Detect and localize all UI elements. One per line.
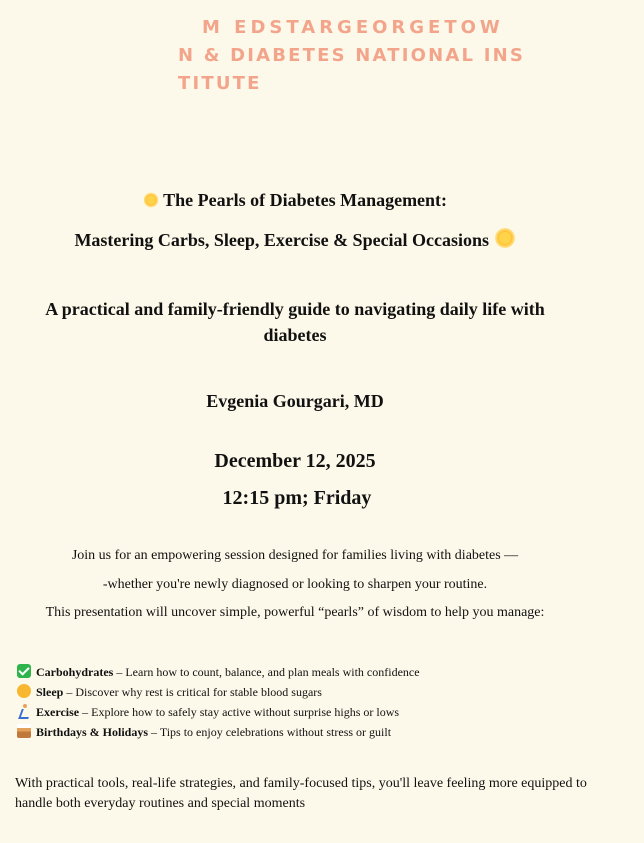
org-line-1: M EDSTARGEORGETOW	[202, 17, 504, 38]
list-item	[17, 722, 627, 742]
topic-desc: – Explore how to safely stay active without surprise highs or lows	[79, 705, 400, 719]
title-line-2-text: Mastering Carbs, Sleep, Exercise & Special Occasions	[74, 230, 490, 250]
intro-line-1: Join us for an empowering session designed for families living with diabetes —	[71, 548, 519, 563]
topic-name: Exercise	[36, 705, 80, 719]
sun-icon	[143, 192, 159, 208]
sleeping-face-icon	[17, 684, 31, 698]
intro-line-2: -whether you're newly diagnosed or looking to sharpen your routine.	[102, 577, 488, 592]
organization-name	[178, 14, 526, 98]
title-line-1	[0, 190, 590, 211]
topic-name: Sleep	[36, 685, 64, 699]
subtitle: A practical and family-friendly guide to navigating daily life with diabetes	[45, 299, 545, 345]
topic-name: Birthdays & Holidays	[36, 725, 149, 739]
list-item	[17, 662, 627, 682]
event-time: 12:15 pm; Friday	[222, 487, 372, 509]
title-line-1-text: The Pearls of Diabetes Management:	[163, 190, 448, 210]
org-line-3: TITUTE	[178, 73, 262, 94]
event-date: December 12, 2025	[214, 450, 376, 472]
intro-line-3: This presentation will uncover simple, powerful “pearls” of wisdom to help you manage:	[45, 605, 545, 620]
topic-name: Carbohydrates	[36, 665, 114, 679]
title-line-2	[0, 227, 590, 251]
topic-list	[17, 662, 627, 742]
author-name: Evgenia Gourgari, MD	[206, 391, 384, 411]
list-item	[17, 682, 627, 702]
birthday-cake-icon	[17, 724, 31, 738]
sun-icon	[494, 227, 516, 249]
topic-desc: – Discover why rest is critical for stable blood sugars	[63, 685, 322, 699]
runner-icon	[17, 704, 31, 718]
list-item	[17, 702, 627, 722]
org-line-2: N & DIABETES NATIONAL INS	[178, 45, 526, 66]
closing-paragraph: With practical tools, real-life strategies, and family-focused tips, you'll leave feeling more equipped to handle both everyday routines and special moments	[15, 776, 587, 811]
topic-desc: – Tips to enjoy celebrations without stress or guilt	[148, 725, 392, 739]
check-box-icon	[17, 664, 31, 678]
topic-desc: – Learn how to count, balance, and plan meals with confidence	[113, 665, 420, 679]
